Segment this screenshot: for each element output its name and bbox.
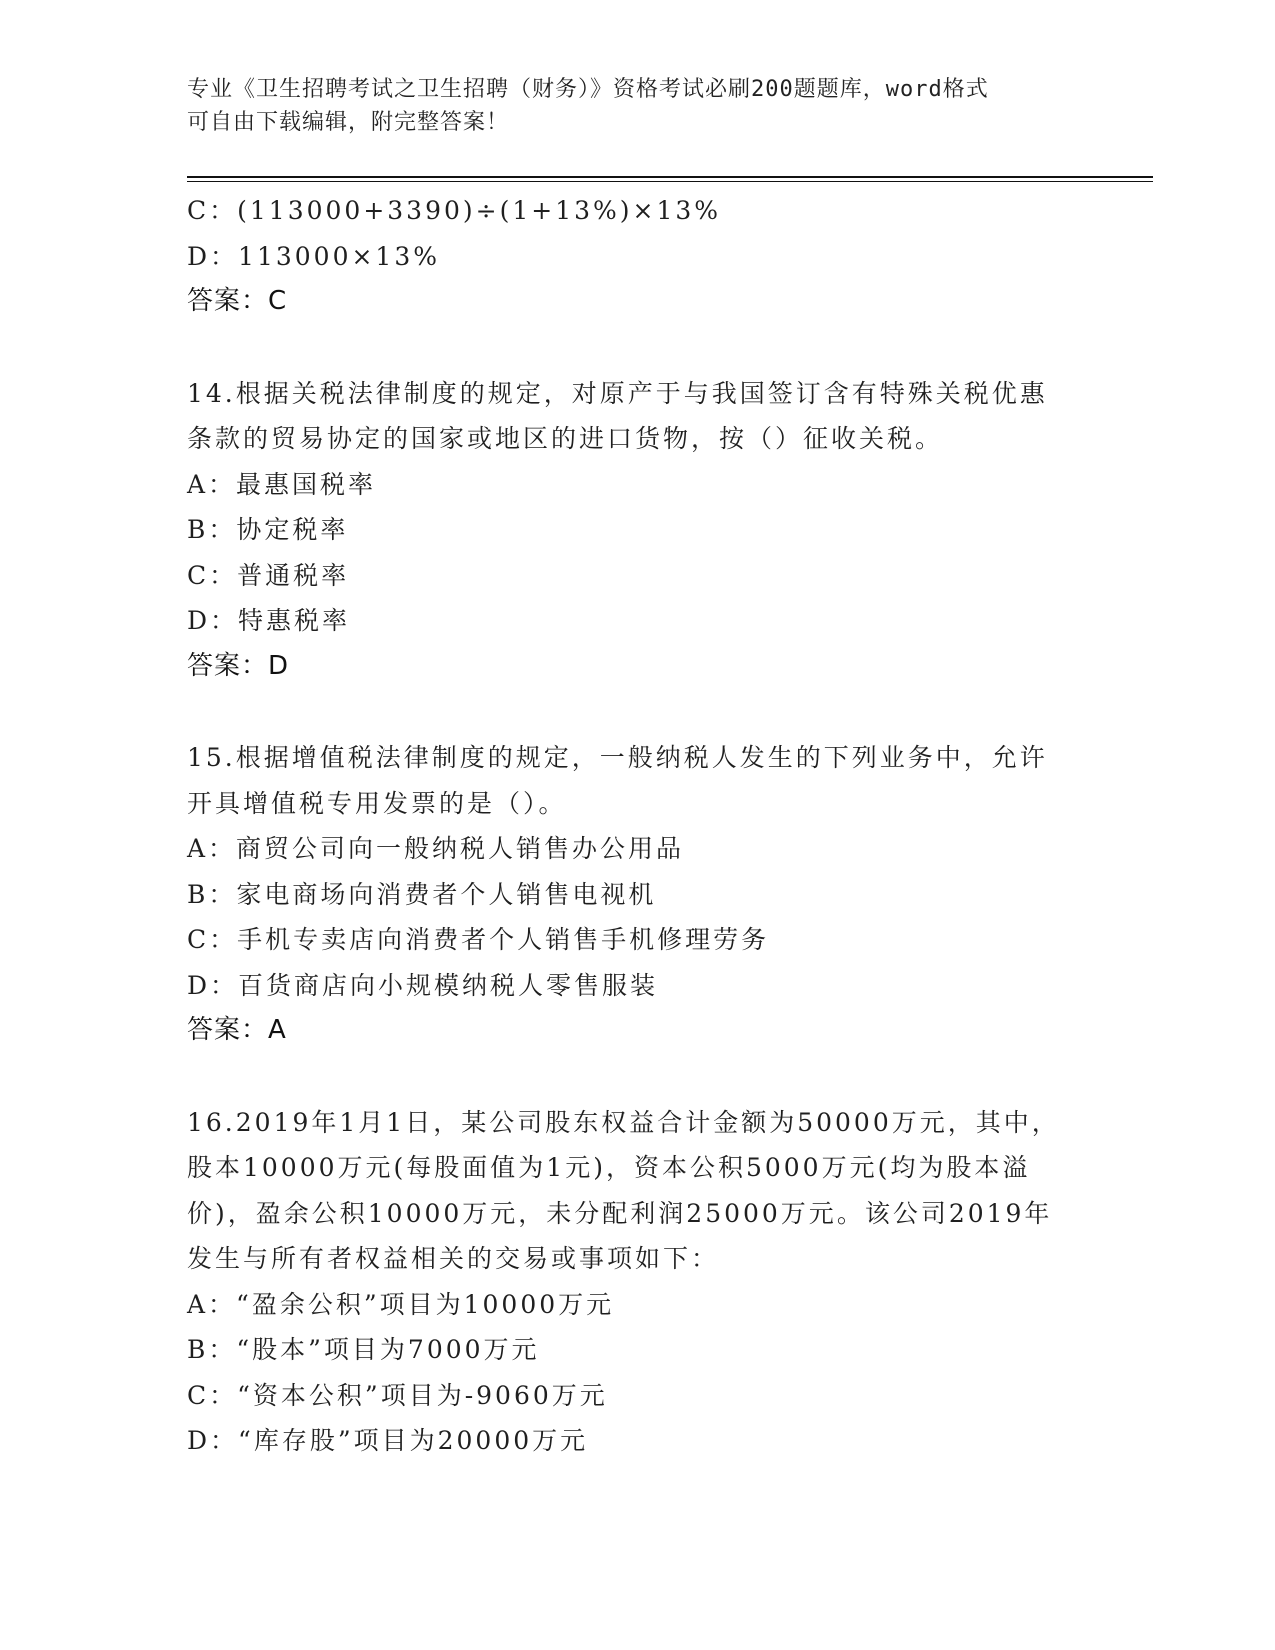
question-15 [187,735,1087,1054]
question-stem: 价)，盈余公积10000万元，未分配利润25000万元。该公司2019年 [187,1198,1053,1228]
option-a: A：商贸公司向一般纳税人销售办公用品 [187,834,685,863]
header-divider-thick [187,176,1153,178]
option-d: D：特惠税率 [187,606,351,635]
question-stem: 14.根据关税法律制度的规定，对原产于与我国签订含有特殊关税优惠 [187,378,1048,408]
spacer [187,689,1087,735]
question-13 [187,188,1087,325]
option-a: A：“盈余公积”项目为10000万元 [187,1289,615,1319]
question-stem: 股本10000万元(每股面值为1元)，资本公积5000万元(均为股本溢 [187,1153,1031,1182]
option-c: C：“资本公积”项目为-9060万元 [187,1380,608,1410]
header-title-line-1: 专业《卫生招聘考试之卫生招聘（财务）》资格考试必刷200题题库，word格式 [187,77,989,102]
spacer [187,325,1087,371]
question-14 [187,371,1087,690]
page-header [187,73,1067,139]
spacer [187,1054,1087,1100]
answer-text: 答案：C [187,286,288,316]
option-d: D：113000×13% [187,241,440,271]
option-b: B：家电商场向消费者个人销售电视机 [187,879,657,909]
question-stem: 15.根据增值税法律制度的规定，一般纳税人发生的下列业务中，允许 [187,743,1048,772]
option-b: B：协定税率 [187,515,349,544]
option-b: B：“股本”项目为7000万元 [187,1335,540,1364]
answer-text: 答案：A [187,1015,287,1045]
option-c: C：手机专卖店向消费者个人销售手机修理劳务 [187,925,770,954]
option-a: A：最惠国税率 [187,469,377,499]
question-16 [187,1100,1087,1464]
answer-text: 答案：D [187,650,290,681]
question-stem: 16.2019年1月1日，某公司股东权益合计金额为50000万元，其中， [187,1107,1060,1137]
question-stem: 发生与所有者权益相关的交易或事项如下： [187,1244,720,1273]
option-d: D：百货商店向小规模纳税人零售服装 [187,970,659,1000]
question-stem: 开具增值税专用发票的是（）。 [187,788,567,818]
option-d: D：“库存股”项目为20000万元 [187,1426,589,1455]
option-c: C：(113000+3390)÷(1+13%)×13% [187,196,722,225]
question-stem: 条款的贸易协定的国家或地区的进口货物，按（）征收关税。 [187,424,944,453]
header-divider-thin [187,181,1153,182]
header-title-line-2: 可自由下载编辑，附完整答案！ [187,110,510,135]
question-list [187,188,1087,1464]
option-c: C：普通税率 [187,560,350,590]
